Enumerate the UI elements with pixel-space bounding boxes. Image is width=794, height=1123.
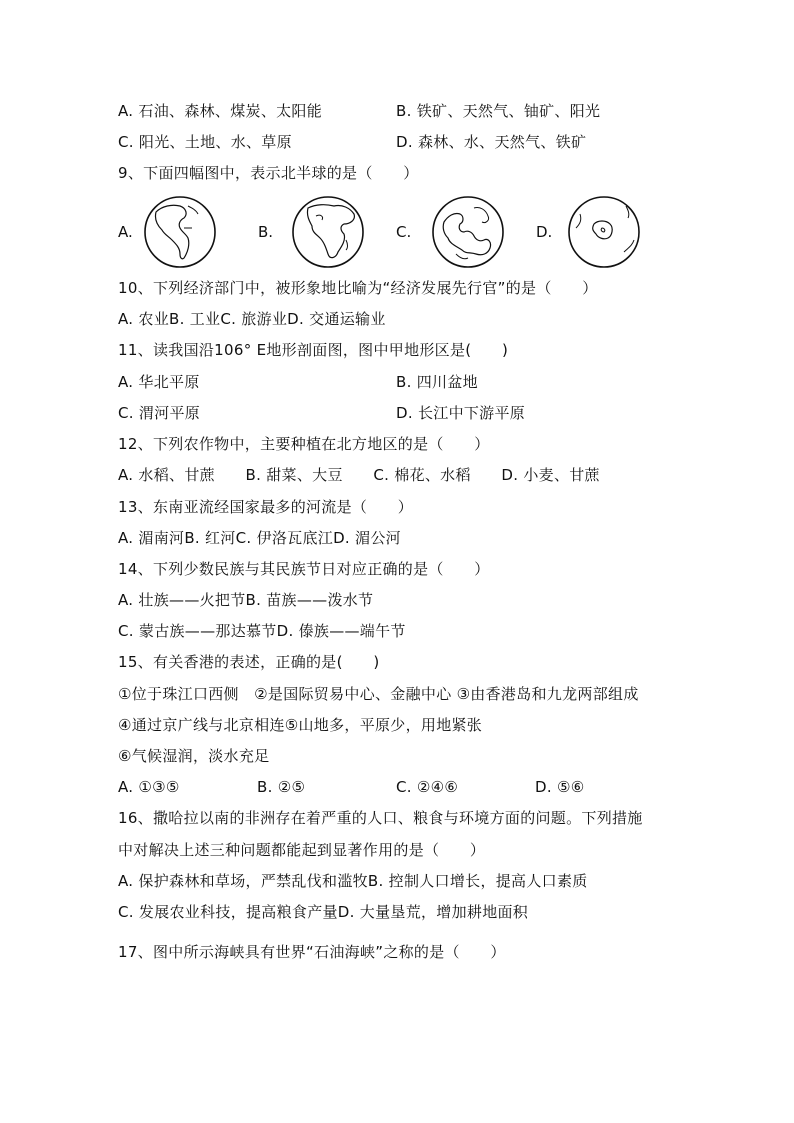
q15-statement-2: ④通过京广线与北京相连⑤山地多，平原少，用地紧张: [118, 716, 483, 734]
q15-option-a: A. ①③⑤: [118, 778, 180, 796]
q10-options: A. 农业B. 工业C. 旅游业D. 交通运输业: [118, 310, 386, 328]
q13-stem: 13、东南亚流经国家最多的河流是（ ）: [118, 498, 414, 516]
q9-label-b: B.: [258, 223, 274, 241]
q9-globe-options: [118, 194, 678, 272]
q11-option-a: A. 华北平原: [118, 373, 200, 391]
q15-option-d: D. ⑤⑥: [535, 778, 585, 796]
q14-options-row1: A. 壮族——火把节B. 苗族——泼水节: [118, 591, 374, 609]
q16-stem-line2: 中对解决上述三种问题都能起到显著作用的是（ ）: [118, 841, 486, 859]
q9-label-d: D.: [536, 223, 553, 241]
globe-africa-europe-icon: [290, 194, 366, 270]
q16-stem-line1: 16、撒哈拉以南的非洲存在着严重的人口、粮食与环境方面的问题。下列措施: [118, 809, 643, 827]
q15-statement-3: ⑥气候湿润，淡水充足: [118, 747, 270, 765]
q8-option-c: C. 阳光、土地、水、草原: [118, 133, 292, 151]
q9-stem: 9、下面四幅图中，表示北半球的是（ ）: [118, 164, 419, 182]
q14-options-row2: C. 蒙古族——那达慕节D. 傣族——端午节: [118, 622, 406, 640]
q8-option-d: D. 森林、水、天然气、铁矿: [396, 133, 587, 151]
q13-options: A. 湄南河B. 红河C. 伊洛瓦底江D. 湄公河: [118, 529, 401, 547]
q9-label-a: A.: [118, 223, 133, 241]
q15-option-c: C. ②④⑥: [396, 778, 459, 796]
q17-stem: 17、图中所示海峡具有世界“石油海峡”之称的是（ ）: [118, 943, 506, 961]
q9-label-c: C.: [396, 223, 412, 241]
q14-stem: 14、下列少数民族与其民族节日对应正确的是（ ）: [118, 560, 490, 578]
q11-stem: 11、读我国沿106° E地形剖面图，图中甲地形区是( ): [118, 341, 509, 359]
q10-stem: 10、下列经济部门中，被形象地比喻为“经济发展先行官”的是（ ）: [118, 279, 598, 297]
q16-options-row2: C. 发展农业科技，提高粮食产量D. 大量垦荒，增加耕地面积: [118, 903, 529, 921]
q8-option-a: A. 石油、森林、煤炭、太阳能: [118, 102, 323, 120]
q15-statement-1: ①位于珠江口西侧 ②是国际贸易中心、金融中心 ③由香港岛和九龙两部组成: [118, 685, 639, 703]
q15-stem: 15、有关香港的表述，正确的是( ): [118, 653, 380, 671]
globe-south-pole-icon: [566, 194, 642, 270]
q11-option-b: B. 四川盆地: [396, 373, 478, 391]
q16-options-row1: A. 保护森林和草场，严禁乱伐和滥牧B. 控制人口增长，提高人口素质: [118, 872, 588, 890]
q12-options: A. 水稻、甘蔗 B. 甜菜、大豆 C. 棉花、水稻 D. 小麦、甘蔗: [118, 466, 600, 484]
globe-north-pole-icon: [430, 194, 506, 270]
q11-option-d: D. 长江中下游平原: [396, 404, 526, 422]
q8-option-b: B. 铁矿、天然气、铀矿、阳光: [396, 102, 601, 120]
q11-option-c: C. 渭河平原: [118, 404, 201, 422]
q12-stem: 12、下列农作物中，主要种植在北方地区的是（ ）: [118, 435, 490, 453]
globe-americas-icon: [142, 194, 218, 270]
q15-option-b: B. ②⑤: [257, 778, 306, 796]
